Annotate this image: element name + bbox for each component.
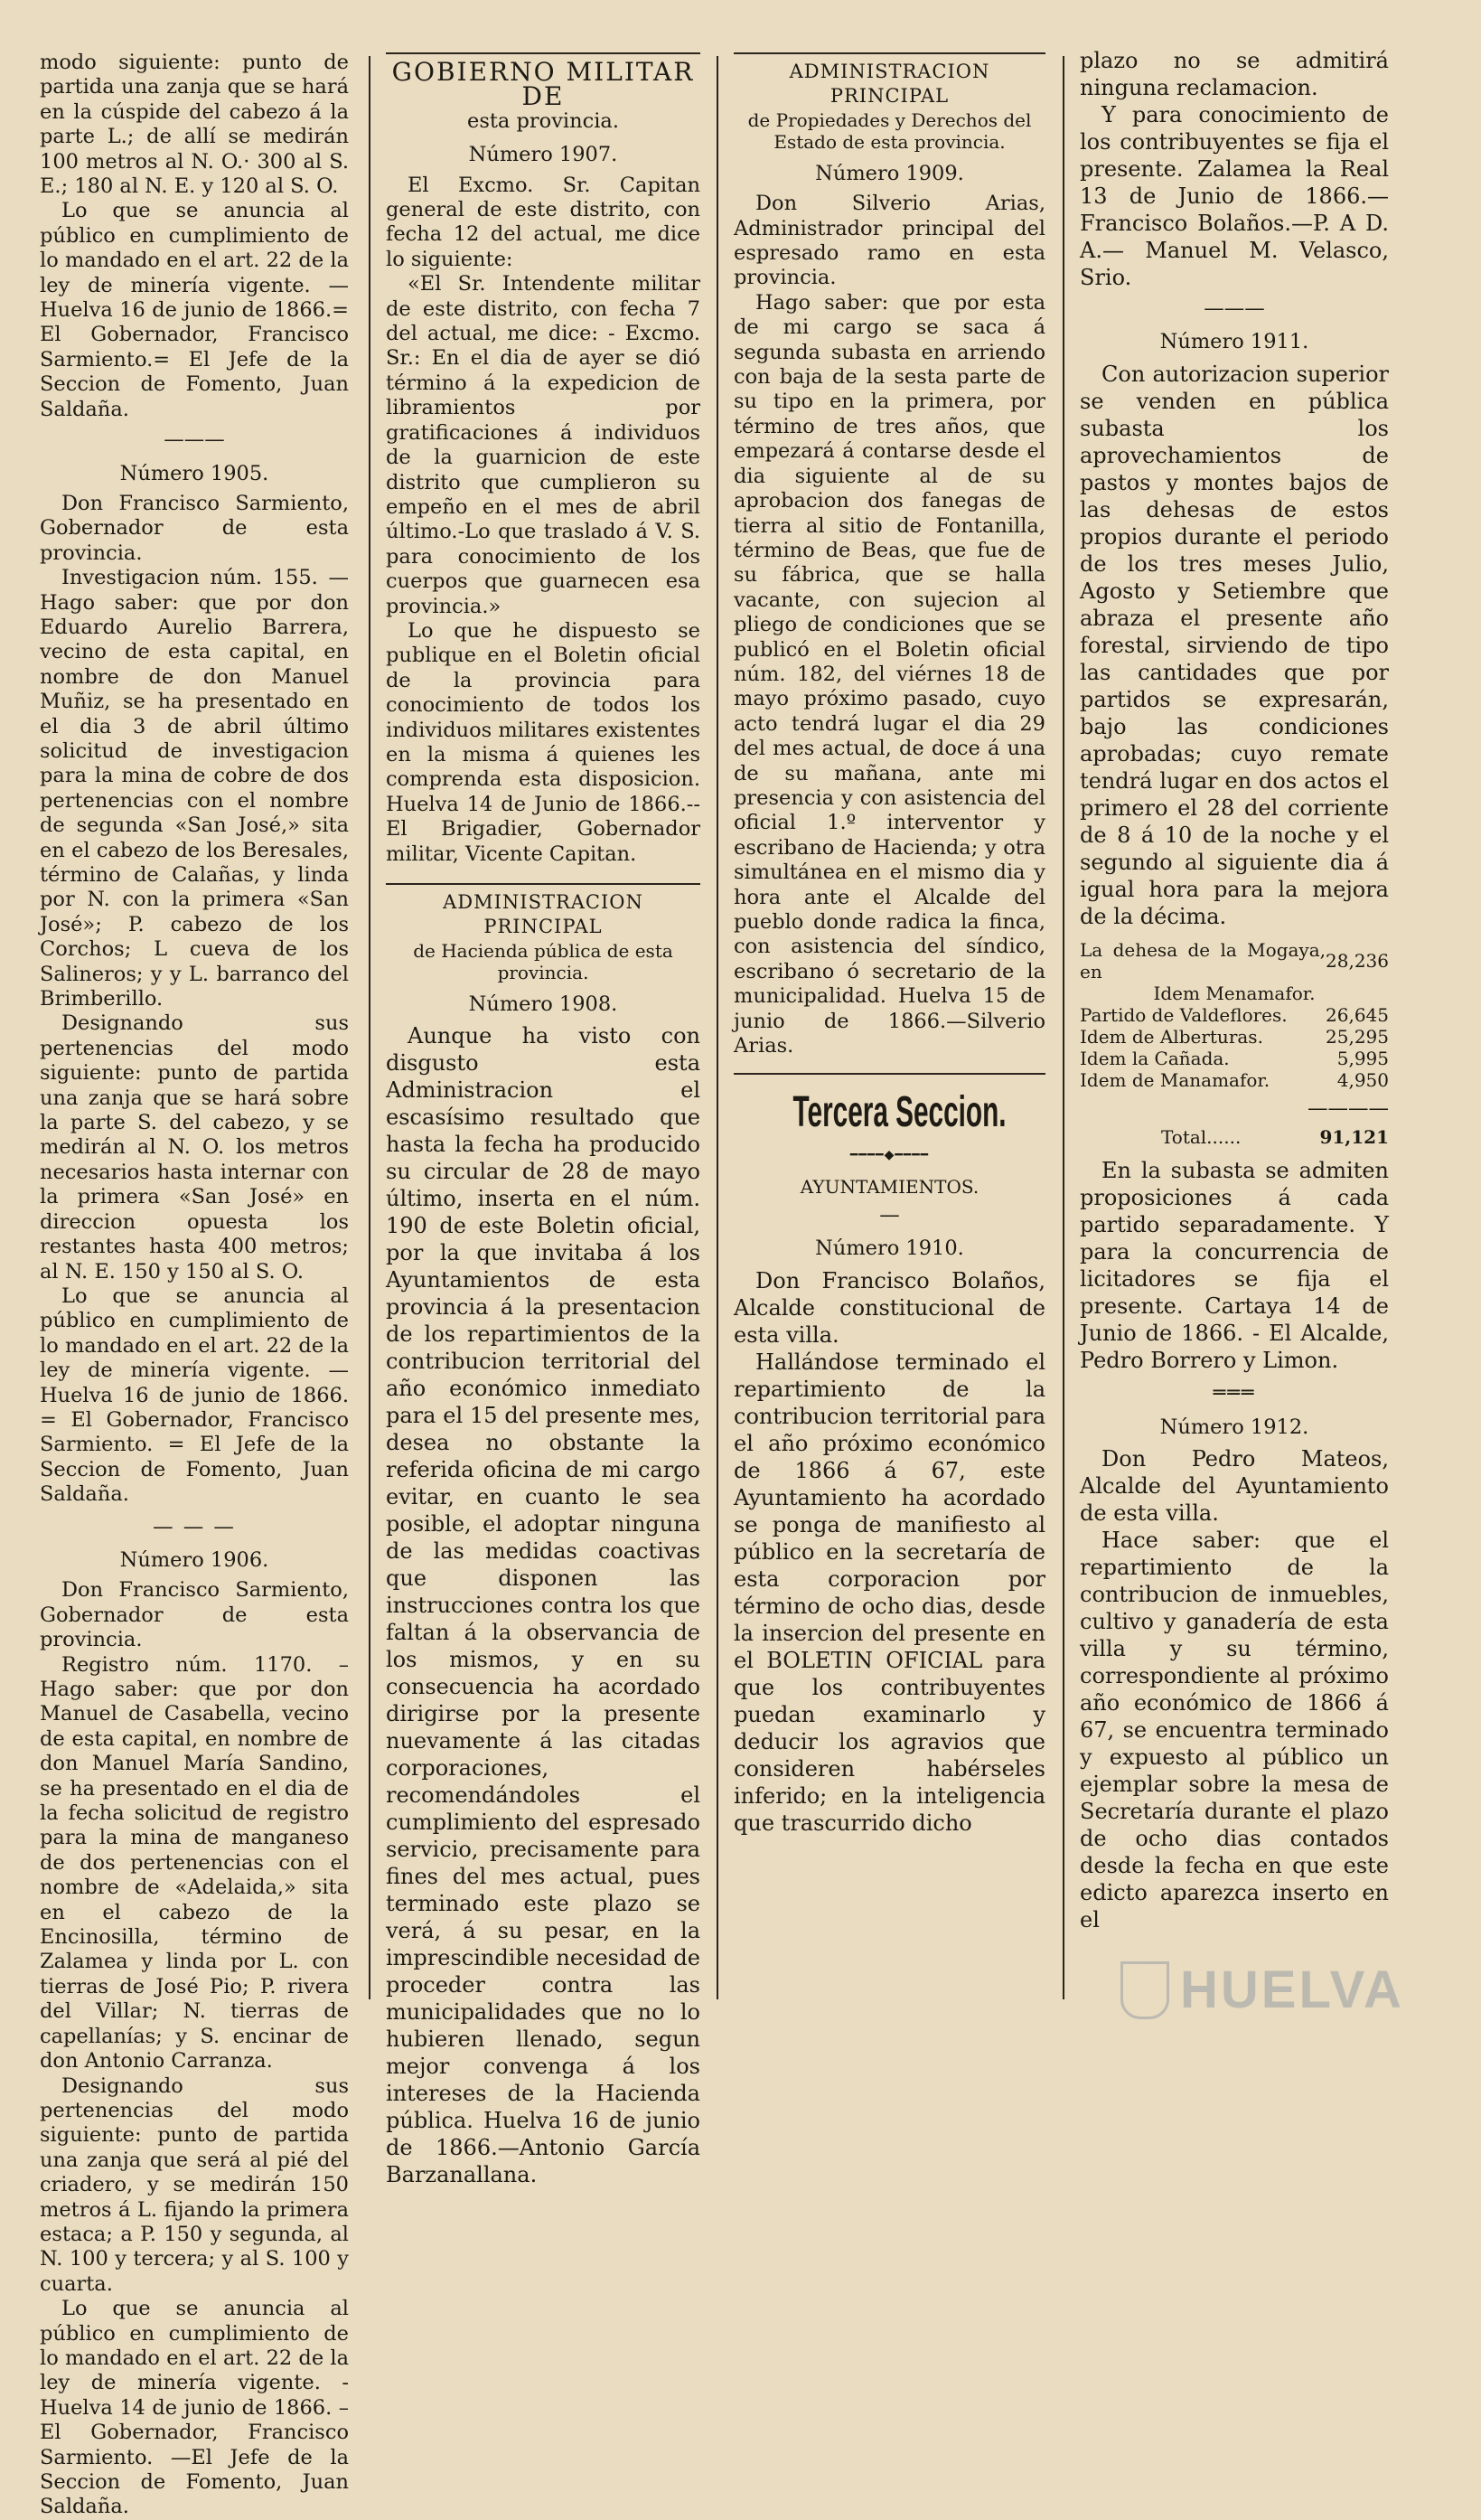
section-title: Tercera Seccion. [792, 1088, 1007, 1137]
table-cell-value: 26,645 [1326, 1003, 1389, 1026]
table-cell-value: 25,295 [1326, 1025, 1389, 1048]
notice-number: Número 1907. [468, 143, 618, 167]
section-header: ADMINISTRACION PRINCIPAL [443, 891, 643, 938]
separator: ———— [1308, 1095, 1389, 1120]
table-cell-value: 5,995 [1336, 1047, 1389, 1069]
separator: ——— [1204, 296, 1265, 320]
paragraph: Designando sus pertenencias del modo siguiente: punto de partida una zanja que se hará sobre la parte S. del cabezo, y se medirán al N. O. los metros necesarios hasta internar con la primera «San José» en direccion opuesta los restantes hasta 400 metros; al N. E. 150 y 150 al S. O. [40, 1011, 349, 1284]
column-rule [717, 56, 718, 1999]
notice-intro: Don Francisco Sarmiento, Gobernador de esta provincia. [40, 491, 349, 565]
paragraph: Con autorizacion superior se venden en pública subasta los aprovechamientos de pastos y montes bajos de las dehesas de estos propios durante el periodo de los tres meses Julio, Agosto y Setiembre que abraza el presente año forestal, sirviendo de tipo las cantidades que por partidos se expresarán, bajo las condiciones aprobadas; cuyo remate tendrá lugar en dos actos el primero el 28 del corriente de 8 á 10 de la noche y el segundo al siguiente dia á igual hora para la mejora de la décima. [1080, 361, 1389, 929]
notice-number: Número 1906. [119, 1547, 269, 1572]
table-cell-label: La dehesa de la Mogaya, en [1080, 938, 1326, 983]
notice-number: Número 1909. [815, 161, 964, 185]
paragraph: Hace saber: que el repartimiento de la contribucion de inmuebles, cultivo y ganadería de esta villa y su término, correspondiente al próximo año económico de 1866 á 67, se encuentra terminado y expuesto al público un ejemplar sobre la mesa de Secretaría durante el plazo de ocho dias contados desde la fecha en que este edicto aparezca inserto en el [1080, 1528, 1389, 1933]
partidos-table [1080, 1004, 1389, 1091]
paragraph: En la subasta se admiten proposiciones á cada partido separadamente. Y para la concurrencia de licitadores se fija el presente. Cartaya 14 de Junio de 1866. - El Alcalde, Pedro Borrero y Limon. [1080, 1158, 1389, 1374]
dehesa-table [1080, 939, 1389, 983]
notice-number: Número 1911. [1159, 330, 1309, 354]
column-rule [1063, 56, 1064, 1999]
table-row [1080, 1126, 1389, 1148]
paragraph: Hallándose terminado el repartimiento de la contribucion territorial para el año próximo económico de 1866 á 67, este Ayuntamiento ha acordado se ponga de manifiesto al público en la secretaría de esta corporacion por término de ocho dias, desde la insercion del presente en el BOLETIN OFICIAL para que los contribuyentes puedan examinarlo y deducir los agravios que consideren habérseles inferido; en la inteligencia que trascurrido dicho [734, 1349, 1045, 1836]
paragraph: Lo que se anuncia al público en cumplimiento de lo mandado en el art. 22 de la ley de minería vigente. —Huelva 16 de junio de 1866. = El Gobernador, Francisco Sarmiento. = El Jefe de la Seccion de Fomento, Juan Saldaña. [40, 1284, 349, 1507]
paragraph: Hago saber: que por esta de mi cargo se saca á segunda subasta en arriendo con baja de la sesta parte de su tipo en la primera, por término de tres años, que empezará á contarse desde el dia siguiente al de su aprobacion dos fanegas de tierra al sitio de Fontanilla, término de Beas, que fue de su fábrica, que se halla vacante, con sujecion al pliego de condiciones que se publicó en el Boletin oficial núm. 182, del viérnes 18 de mayo próximo pasado, cuyo acto tendrá lugar el dia 29 del mes actual, de doce á una de su mañana, ante mi presencia y con asistencia del oficial 1.º interventor y escribano de Hacienda; y otra simultánea en el mismo dia y hora ante el Alcalde del pueblo donde radica la finca, con asistencia del síndico, escribano ó secretario de la municipalidad. Huelva 15 de junio de 1866.—Silverio Arias. [734, 290, 1045, 1058]
section-subheader: de Propiedades y Derechos del Estado de esta provincia. [747, 108, 1032, 153]
ornament: ━━━━◆━━━━ [849, 1148, 930, 1163]
table-cell-label: Idem de Manamafor. [1080, 1068, 1270, 1091]
notice-intro: Don Francisco Bolaños, Alcalde constitucional de esta villa. [734, 1267, 1045, 1348]
table-cell-value: 28,236 [1326, 949, 1389, 972]
paragraph: plazo no se admitirá ninguna reclamacion. [1080, 48, 1389, 100]
notice-intro: Don Pedro Mateos, Alcalde del Ayuntamiento de esta villa. [1080, 1446, 1389, 1527]
rule [734, 52, 1045, 54]
section-subheader: esta provincia. [467, 108, 619, 133]
section-subheader: de Hacienda pública de esta provincia. [413, 939, 673, 983]
rule [386, 52, 700, 54]
watermark-text: HUELVA [1180, 1961, 1404, 2019]
column-4 [1080, 47, 1389, 1933]
watermark [1120, 1960, 1404, 2020]
paragraph: «El Sr. Intendente militar de este distrito, con fecha 7 del actual, me dice: - Excmo. Sr.: En el dia de ayer se dió término á la expedicion de libramientos por gratificaciones á individuos de la guarnicion de este distrito que cumplieron su empeño en el mes de abril último.-Lo que traslado á V. S. para conocimiento de los cuerpos que guarnecen esa provincia.» [386, 272, 700, 618]
total-value: 91,121 [1319, 1126, 1389, 1149]
table-cell-label: Idem de Alberturas. [1080, 1025, 1263, 1048]
rule [386, 883, 700, 885]
table-row [1080, 1069, 1389, 1091]
paragraph: Lo que he dispuesto se publique en el Boletin oficial de la provincia para conocimiento de todos los individuos militares existentes en la misma á quienes les comprenda esta disposicion. Huelva 14 de Junio de 1866.--El Brigadier, Gobernador militar, Vicente Capitan. [386, 618, 700, 866]
separator: ═══ [1213, 1381, 1256, 1406]
notice-intro: Don Silverio Arias, Administrador principal del espresado ramo en esta provincia. [734, 192, 1045, 290]
paragraph: modo siguiente: punto de partida una zanja que se hará en la cúspide del cabezo á la parte L.; de allí se medirán 100 metros al N. O.· 300 al S. E.; 180 al N. E. y 120 al S. O. [40, 51, 349, 199]
section-header: ADMINISTRACION PRINCIPAL [789, 61, 990, 108]
column-1 [40, 51, 349, 2520]
paragraph: Lo que se anuncia al público en cumplimiento de lo mandado en el art. 22 de la ley de minería vigente. -Huelva 14 de junio de 1866. – El Gobernador, Francisco Sarmiento. —El Jefe de la Seccion de Fomento, Juan Saldaña. [40, 2297, 349, 2519]
paragraph: Lo que se anuncia al público en cumplimiento de lo mandado en el art. 22 de la ley de minería vigente. —Huelva 16 de junio de 1866.= El Gobernador, Francisco Sarmiento.= El Jefe de la Seccion de Fomento, Juan Saldaña. [40, 199, 349, 421]
notice-intro: Don Francisco Sarmiento, Gobernador de esta provincia. [40, 1578, 349, 1652]
paragraph: Aunque ha visto con disgusto esta Administracion el escasísimo resultado que hasta la fecha ha producido su circular de 28 de mayo último, inserta en el núm. 190 de este Boletin oficial, por la que invitaba á los Ayuntamientos de esta provincia á la presentacion de los repartimientos de la contribucion territorial del año económico inmediato para el 15 del presente mes, desea no obstante la referida oficina de mi cargo evitar, en cuanto le sea posible, el adoptar ninguna de las medidas coactivas que disponen las instrucciones contra los que faltan á la observancia de los mismos, y en su consecuencia ha acordado dirigirse por la presente nuevamente á las citadas corporaciones, recomendándoles el cumplimiento del espresado servicio, precisamente para fines del mes actual, pues terminado este plazo se verá, á su pesar, en la imprescindible necesidad de proceder contra las municipalidades que no lo hubieren llenado, segun mejor convenga á los intereses de la Hacienda pública. Huelva 16 de junio de 1866.—Antonio García Barzanallana. [386, 1023, 700, 2188]
table-row [1080, 939, 1389, 983]
paragraph: El Excmo. Sr. Capitan general de este distrito, con fecha 12 del actual, me dice lo siguiente: [386, 173, 700, 271]
separator: — [879, 1202, 900, 1227]
paragraph: Designando sus pertenencias del modo siguiente: punto de partida una zanja que será al pié del criadero, y se medirán 150 metros á L. fijando la primera estaca; a P. 150 y segunda, al N. 100 y tercera; y al S. 100 y cuarta. [40, 2073, 349, 2296]
total-table [1080, 1126, 1389, 1148]
table-row [1080, 1048, 1389, 1069]
separator: ——— [164, 428, 225, 452]
table-row [1080, 1026, 1389, 1048]
section-header: GOBIERNO MILITAR DE [391, 57, 695, 112]
table-row [1080, 1004, 1389, 1026]
notice-number: Número 1908. [468, 992, 618, 1016]
column-3 [734, 47, 1045, 1837]
table-cell-value: 4,950 [1336, 1068, 1389, 1091]
total-label: Total...... [1161, 1126, 1242, 1149]
notice-number: Número 1905. [119, 461, 269, 485]
table-cell-label: Partido de Valdeflores. [1080, 1003, 1288, 1026]
shield-icon [1120, 1961, 1169, 2019]
paragraph: Investigacion núm. 155. —Hago saber: que por don Eduardo Aurelio Barrera, vecino de esta capital, en nombre de don Manuel Muñiz, se ha presentado en el dia 3 de abril último solicitud de investigacion para la mina de cobre de dos pertenencias con el nombre de segunda «San José,» sita en el cabezo de los Beresales, término de Calañas, y linda por N. con la primera «San José»; P. cabezo de los Corchos; L cueva de los Salineros; y y L. barranco del Brimberillo. [40, 566, 349, 1011]
column-2 [386, 47, 700, 2188]
table-cell-label: Idem la Cañada. [1080, 1047, 1230, 1069]
notice-number: Número 1910. [815, 1236, 964, 1261]
notice-number: Número 1912. [1159, 1415, 1309, 1439]
separator: — — — [153, 1514, 236, 1538]
section-subheader: AYUNTAMIENTOS. [800, 1175, 980, 1198]
table-subheader: Idem Menamafor. [1153, 982, 1316, 1004]
rule [734, 1073, 1045, 1075]
paragraph: Registro núm. 1170. – Hago saber: que por don Manuel de Casabella, vecino de esta capital, en nombre de don Manuel María Sandino, se ha presentado en el dia de la fecha solicitud de registro para la mina de manganeso de dos pertenencias con el nombre de «Adelaida,» sita en el cabezo de la Encinosilla, término de Zalamea y linda por L. con tierras de José Pio; P. rivera del Villar; N. tierras de capellanías; y S. encinar de don Antonio Carranza. [40, 1652, 349, 2073]
paragraph: Y para conocimiento de los contribuyentes se fija el presente. Zalamea la Real 13 de Junio de 1866.—Francisco Bolaños.—P. A D. A.— Manuel M. Velasco, Srio. [1080, 102, 1389, 290]
column-rule [369, 56, 370, 1999]
